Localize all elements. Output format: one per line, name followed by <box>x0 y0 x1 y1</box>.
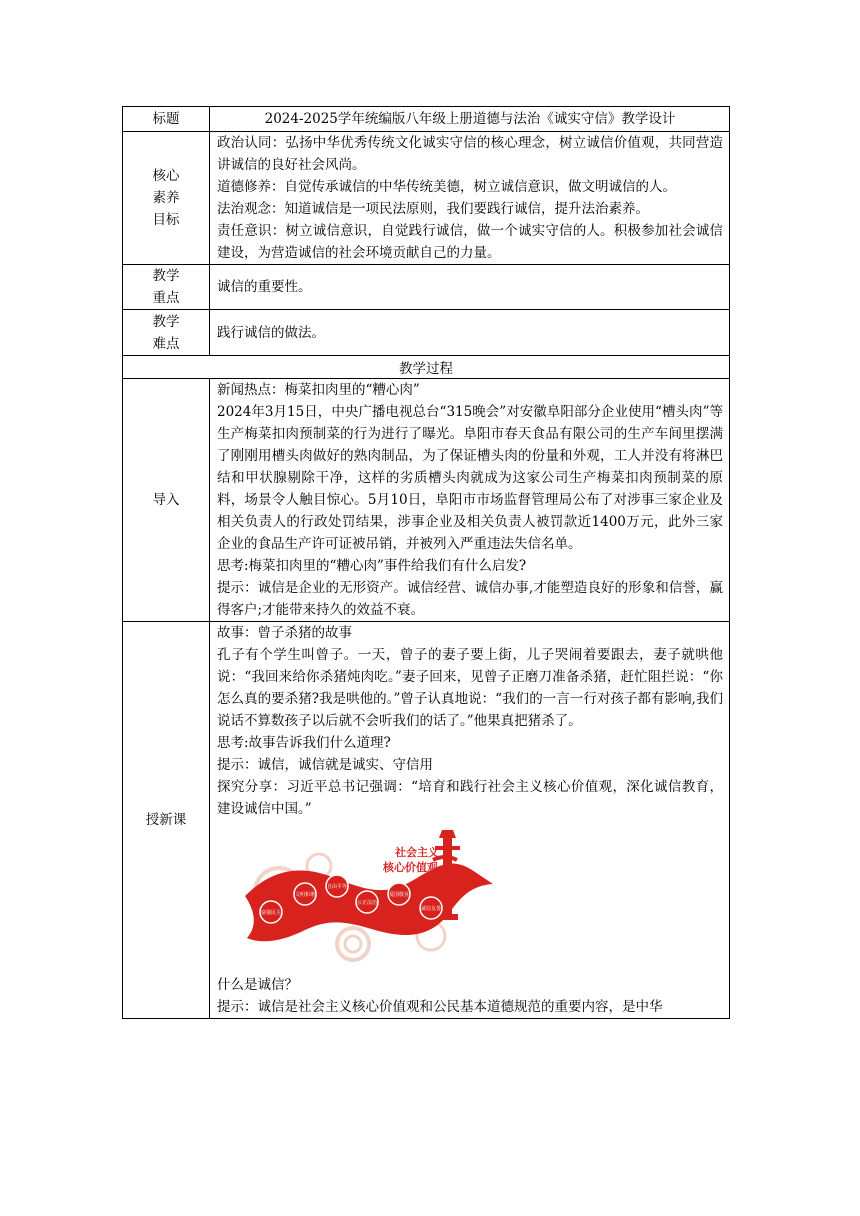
core-literacy-content <box>210 132 730 265</box>
rule-of-law-text: 法治观念：知道诚信是一项民法原则，我们要践行诚信，提升法治素养。 <box>217 201 649 217</box>
core-literacy-label-line: 核心 <box>152 168 180 184</box>
responsibility-text: 责任意识：树立诚信意识，自觉践行诚信，做一个诚实守信的人。积极参加社会诚信建设，为营造诚信的社会环境贡献自己的力量。 <box>217 223 723 261</box>
difficult-point-label <box>123 310 210 356</box>
story-hint: 提示：诚信，诚信就是诚实、守信用 <box>217 757 433 773</box>
key-point-label <box>123 265 210 310</box>
value-badge-text: 诚信友善 <box>420 906 442 912</box>
key-point-text: 诚信的重要性。 <box>210 265 730 310</box>
core-values-illustration <box>217 826 723 966</box>
intro-label: 导入 <box>123 379 210 622</box>
value-badge-text: 自由平等 <box>326 884 348 890</box>
process-header: 教学过程 <box>123 356 730 379</box>
value-badge-text: 公正法治 <box>356 900 378 906</box>
intro-news-body: 2024年3月15日，中央广播电视总台“315晚会”对安徽阜阳部分企业使用“槽头肉”等生产梅菜扣肉预制菜的行为进行了曝光。阜阳市春天食品有限公司的生产车间里摆满了刚刚用槽头肉做好的熟肉制品，为了保证槽头肉的份量和外观，工人并没有将淋巴结和甲状腺剔除干净，这样的劣质槽头肉就成为这家公司生产梅菜扣肉预制菜的原料，场景令人触目惊心。5月10日，阜阳市市场监督管理局公布了对涉事三家企业及相关负责人的行政处罚结果，涉事企业及相关负责人被罚款近1400万元，此外三家企业的食品生产许可证被吊销，并被列入严重违法失信名单。 <box>217 404 723 552</box>
story-body: 孔子有个学生叫曾子。一天，曾子的妻子要上街，儿子哭闹着要跟去，妻子就哄他说：“我回来给你杀猪炖肉吃。”妻子回来，见曾子正磨刀准备杀猪，赶忙阻拦说：“你怎么真的要杀猪?我是哄他的。”曾子认真地说：“我们的一言一行对孩子都有影响,我们说话不算数孩子以后就不会听我们的话了。”他果真把猪杀了。 <box>217 647 723 729</box>
new-lesson-content <box>210 622 730 1019</box>
title-label: 标题 <box>123 107 210 132</box>
what-is-integrity-question: 什么是诚信？ <box>217 977 298 993</box>
value-badge-text: 爱国敬业 <box>388 892 410 898</box>
lesson-plan-table <box>122 106 730 1019</box>
value-badge-text: 富强民主 <box>260 910 282 916</box>
core-values-banner-image <box>235 826 505 966</box>
key-point-label-line: 教学 <box>152 268 180 284</box>
document-title: 2024-2025学年统编版八年级上册道德与法治《诚实守信》教学设计 <box>210 107 730 132</box>
core-values-title-line2: 核心价值观 <box>383 861 438 874</box>
intro-news-heading: 新闻热点：梅菜扣肉里的“糟心肉” <box>217 382 420 398</box>
difficult-point-label-line: 教学 <box>152 313 180 330</box>
process-header-row <box>123 356 730 379</box>
intro-row <box>123 379 730 622</box>
intro-question: 思考:梅菜扣肉里的“糟心肉”事件给我们有什么启发? <box>217 558 527 574</box>
key-point-row <box>123 265 730 310</box>
difficult-point-label-line: 难点 <box>152 335 180 352</box>
intro-content <box>210 379 730 622</box>
core-literacy-row <box>123 132 730 265</box>
what-is-integrity-hint: 提示：诚信是社会主义核心价值观和公民基本道德规范的重要内容，是中华 <box>217 999 663 1015</box>
intro-hint: 提示：诚信是企业的无形资产。诚信经营、诚信办事,才能塑造良好的形象和信誉，赢得客户;才能带来持久的效益不衰。 <box>217 580 723 618</box>
key-point-label-line: 重点 <box>152 290 180 306</box>
core-values-title-line1: 社会主义 <box>395 846 439 859</box>
difficult-point-text: 践行诚信的做法。 <box>210 310 730 356</box>
story-heading: 故事：曾子杀猪的故事 <box>217 625 352 641</box>
political-identity-text: 政治认同：弘扬中华优秀传统文化诚实守信的核心理念，树立诚信价值观，共同营造讲诚信的良好社会风尚。 <box>217 135 723 173</box>
new-lesson-label: 授新课 <box>123 622 210 1019</box>
core-literacy-label-line: 素养 <box>152 190 180 206</box>
title-row <box>123 107 730 132</box>
core-literacy-label-line: 目标 <box>152 212 180 228</box>
value-badge-text: 文明和谐 <box>294 892 316 898</box>
difficult-point-row <box>123 310 730 356</box>
new-lesson-row <box>123 622 730 1019</box>
core-literacy-label <box>123 132 210 265</box>
story-question: 思考:故事告诉我们什么道理? <box>217 735 391 751</box>
moral-cultivation-text: 道德修养：自觉传承诚信的中华传统美德，树立诚信意识，做文明诚信的人。 <box>217 179 676 195</box>
explore-share-text: 探究分享：习近平总书记强调：“培育和践行社会主义核心价值观，深化诚信教育，建设诚信中国。” <box>217 779 723 817</box>
